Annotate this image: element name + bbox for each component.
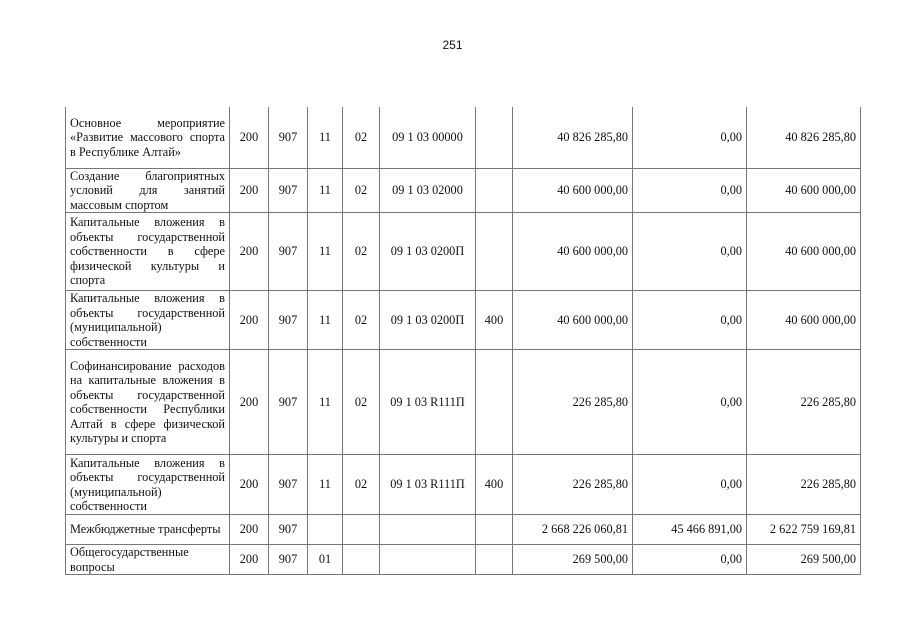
cell-rz: 11 xyxy=(308,291,343,350)
cell-rz: 11 xyxy=(308,107,343,168)
cell-s1: 40 600 000,00 xyxy=(513,213,633,291)
cell-s1: 226 285,80 xyxy=(513,455,633,515)
cell-vr: 400 xyxy=(476,291,513,350)
cell-ved: 907 xyxy=(269,168,308,213)
cell-s2: 0,00 xyxy=(633,291,747,350)
cell-csr: 09 1 03 02000 xyxy=(380,168,476,213)
cell-grbs: 200 xyxy=(230,515,269,545)
budget-table xyxy=(65,107,861,575)
cell-s1: 226 285,80 xyxy=(513,350,633,455)
table-row xyxy=(66,350,861,455)
cell-s2: 0,00 xyxy=(633,455,747,515)
cell-s2: 0,00 xyxy=(633,350,747,455)
cell-s2: 0,00 xyxy=(633,107,747,168)
cell-s1: 2 668 226 060,81 xyxy=(513,515,633,545)
cell-pr: 02 xyxy=(343,107,380,168)
cell-vr xyxy=(476,168,513,213)
cell-pr: 02 xyxy=(343,455,380,515)
cell-s1: 40 826 285,80 xyxy=(513,107,633,168)
cell-vr: 400 xyxy=(476,455,513,515)
table-row xyxy=(66,213,861,291)
table-row xyxy=(66,168,861,213)
cell-s1: 269 500,00 xyxy=(513,545,633,575)
cell-csr xyxy=(380,515,476,545)
cell-s3: 269 500,00 xyxy=(747,545,861,575)
cell-s3: 40 600 000,00 xyxy=(747,168,861,213)
cell-rz: 11 xyxy=(308,168,343,213)
cell-s2: 45 466 891,00 xyxy=(633,515,747,545)
cell-s2: 0,00 xyxy=(633,213,747,291)
cell-csr: 09 1 03 0200П xyxy=(380,291,476,350)
page-number: 251 xyxy=(442,38,463,52)
cell-name: Общегосударственные вопросы xyxy=(66,545,230,575)
cell-ved: 907 xyxy=(269,455,308,515)
cell-ved: 907 xyxy=(269,545,308,575)
cell-rz: 01 xyxy=(308,545,343,575)
cell-pr: 02 xyxy=(343,350,380,455)
table-row xyxy=(66,455,861,515)
cell-name: Капитальные вложения в объекты государственной собственности в сфере физической культуры и спорта xyxy=(66,213,230,291)
cell-s3: 40 826 285,80 xyxy=(747,107,861,168)
cell-s2: 0,00 xyxy=(633,168,747,213)
table-row xyxy=(66,545,861,575)
cell-pr: 02 xyxy=(343,213,380,291)
cell-vr xyxy=(476,213,513,291)
cell-csr xyxy=(380,545,476,575)
cell-ved: 907 xyxy=(269,291,308,350)
cell-name: Софинансирование расходов на капитальные вложения в объекты государственной собственности Республики Алтай в сфере физической культуры и спорта xyxy=(66,350,230,455)
cell-name: Создание благоприятных условий для занятий массовым спортом xyxy=(66,168,230,213)
cell-grbs: 200 xyxy=(230,545,269,575)
cell-name: Капитальные вложения в объекты государственной (муниципальной) собственности xyxy=(66,291,230,350)
cell-ved: 907 xyxy=(269,107,308,168)
cell-grbs: 200 xyxy=(230,107,269,168)
table-row xyxy=(66,515,861,545)
cell-rz: 11 xyxy=(308,213,343,291)
cell-name: Основное мероприятие «Развитие массового спорта в Республике Алтай» xyxy=(66,107,230,168)
cell-pr: 02 xyxy=(343,168,380,213)
cell-pr xyxy=(343,545,380,575)
cell-s3: 226 285,80 xyxy=(747,350,861,455)
cell-csr: 09 1 03 00000 xyxy=(380,107,476,168)
cell-ved: 907 xyxy=(269,350,308,455)
cell-s1: 40 600 000,00 xyxy=(513,168,633,213)
cell-pr: 02 xyxy=(343,291,380,350)
cell-csr: 09 1 03 0200П xyxy=(380,213,476,291)
cell-vr xyxy=(476,545,513,575)
cell-vr xyxy=(476,350,513,455)
cell-grbs: 200 xyxy=(230,455,269,515)
cell-s3: 40 600 000,00 xyxy=(747,291,861,350)
cell-name: Капитальные вложения в объекты государственной (муниципальной) собственности xyxy=(66,455,230,515)
cell-s3: 226 285,80 xyxy=(747,455,861,515)
cell-ved: 907 xyxy=(269,213,308,291)
cell-grbs: 200 xyxy=(230,291,269,350)
cell-grbs: 200 xyxy=(230,350,269,455)
cell-vr xyxy=(476,515,513,545)
cell-rz: 11 xyxy=(308,455,343,515)
cell-s1: 40 600 000,00 xyxy=(513,291,633,350)
cell-s3: 40 600 000,00 xyxy=(747,213,861,291)
cell-rz xyxy=(308,515,343,545)
cell-name: Межбюджетные трансферты xyxy=(66,515,230,545)
cell-rz: 11 xyxy=(308,350,343,455)
table-row xyxy=(66,107,861,168)
cell-ved: 907 xyxy=(269,515,308,545)
cell-s3: 2 622 759 169,81 xyxy=(747,515,861,545)
cell-csr: 09 1 03 R111П xyxy=(380,455,476,515)
cell-grbs: 200 xyxy=(230,168,269,213)
cell-vr xyxy=(476,107,513,168)
cell-pr xyxy=(343,515,380,545)
cell-grbs: 200 xyxy=(230,213,269,291)
table-row xyxy=(66,291,861,350)
cell-s2: 0,00 xyxy=(633,545,747,575)
cell-csr: 09 1 03 R111П xyxy=(380,350,476,455)
